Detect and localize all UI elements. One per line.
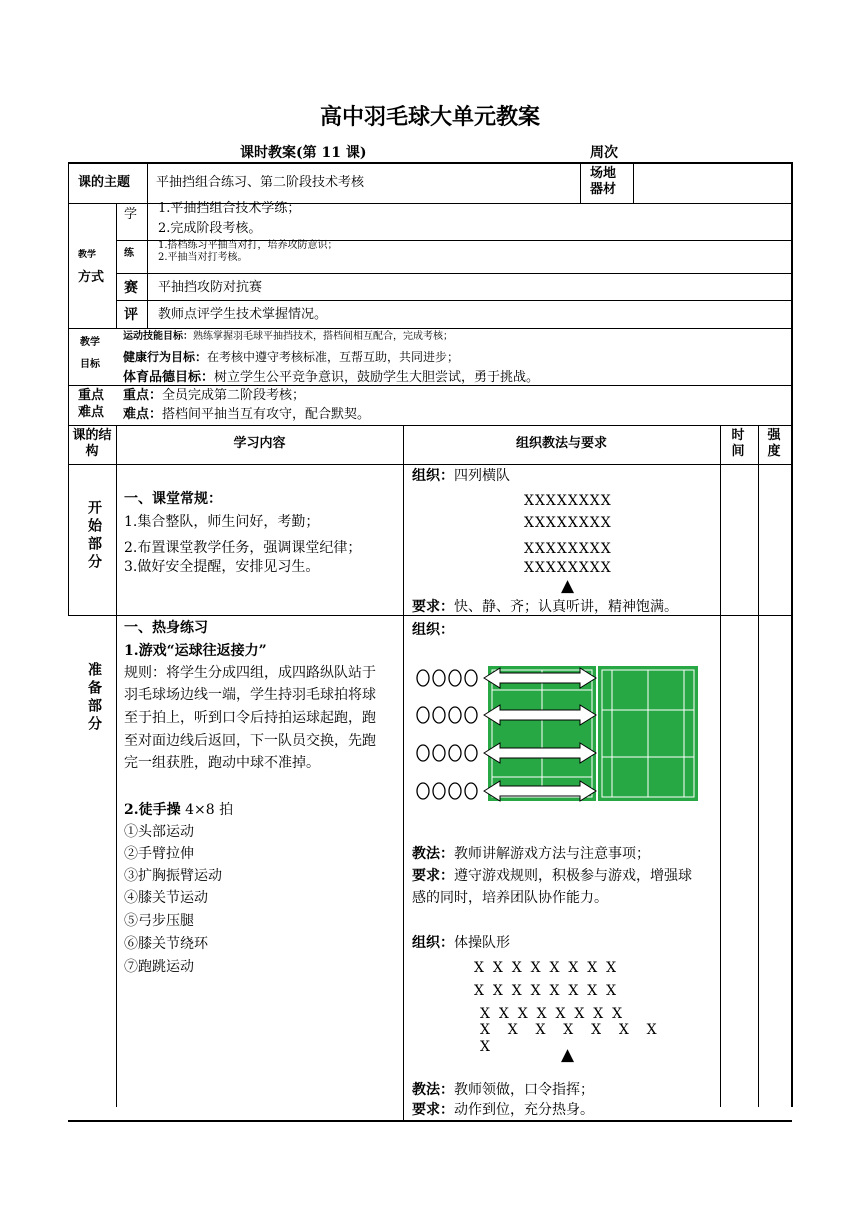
gym-row-5: X [480,1039,490,1055]
prep-section-label: 准备部分 [86,662,102,734]
game-rule-3: 至于拍上，听到口令后持拍运球起跑，跑 [124,710,376,726]
header-intensity: 强度 [767,428,781,459]
header-time: 时间 [731,428,745,459]
header-org: 组织教法与要求 [515,436,607,451]
game-title: 1.游戏“运球往返接力” [124,643,267,659]
start-org: 组织：四列横队 [412,468,510,484]
topic-value: 平抽挡组合练习、第二阶段技术考核 [156,175,365,190]
teacher-marker-icon: ▲ [561,576,575,596]
drill-6: ⑥膝关节绕环 [124,936,208,952]
prep-req-line2: 感的同时，培养团队协作能力。 [412,890,608,906]
start-item-3: 3.做好安全提醒，安排见习生。 [124,559,320,575]
game-rule-1: 规则：将学生分成四组，成四路纵队站于 [124,665,376,681]
method-ping-line: 教师点评学生技术掌握情况。 [158,307,328,322]
drill-2: ②手臂拉伸 [124,846,194,862]
header-content: 学习内容 [233,436,286,451]
method-key-lian: 练 [124,248,134,259]
method-sai-line: 平抽挡攻防对抗赛 [158,280,263,295]
start-heading: 一、课堂常规： [124,491,222,507]
topic-label: 课的主题 [78,175,131,190]
group-circles [417,670,477,799]
method-label-bottom: 方式 [78,270,105,285]
gym-row-2: X X X X X X X X [474,983,617,999]
relay-diagram [412,660,702,805]
method-xue-line1: 1.平抽挡组合技术学练； [158,201,301,216]
prep-org2: 组织：体操队形 [412,935,510,951]
prep-req-line1: 要求：遵守游戏规则，积极参与游戏，增强球 [412,868,692,884]
formation-row-1: XXXXXXXX [524,493,612,509]
drill-1: ①头部运动 [124,824,194,840]
method-lian-line1: 1.搭档练习平抽当对打，培养攻防意识； [158,240,338,251]
formation-row-3: XXXXXXXX [524,541,612,557]
keypoints-label-bottom: 难点 [78,405,105,420]
start-item-1: 1.集合整队，师生问好，考勤； [124,514,320,530]
gym-row-1: X X X X X X X X [474,960,617,976]
game-rule-5: 完一组获胜，跑动中球不准掉。 [124,755,320,771]
prep-org-key: 组织： [412,622,454,638]
goal-skill: 运动技能目标：熟练掌握羽毛球平抽挡技术，搭档间相互配合，完成考核； [123,331,453,342]
drill-5: ⑤弓步压腿 [124,913,194,929]
start-item-2: 2.布置课堂教学任务，强调课堂纪律； [124,540,362,556]
formation-row-2: XXXXXXXX [524,515,612,531]
prep-heading: 一、热身练习 [124,620,208,636]
drill-7: ⑦跑跳运动 [124,959,194,975]
formation-row-4: XXXXXXXX [524,560,612,576]
method-key-sai: 赛 [124,280,138,296]
drill-3: ③扩胸振臂运动 [124,868,222,884]
start-section-label: 开始部分 [86,500,102,572]
prep-req2: 要求：动作到位，充分热身。 [412,1102,594,1118]
game-rule-4: 至对面边线后返回，下一队员交换，先跑 [124,733,376,749]
gym-row-4: X X X X X X X [480,1022,657,1038]
method-xue-line2: 2.完成阶段考核。 [158,221,262,236]
lesson-label: 课时教案(第 11 课) [240,145,367,161]
goals-label-top: 教学 [80,337,100,348]
page-title: 高中羽毛球大单元教案 [319,105,540,130]
prep-method: 教法：教师讲解游戏方法与注意事项； [412,846,650,862]
method-lian-line2: 2.平抽当对打考核。 [158,252,248,263]
drill-title: 2.徒手操 4×8 拍 [124,802,234,818]
goal-health: 健康行为目标：在考核中遵守考核标准，互帮互助，共同进步； [123,350,460,364]
teacher-marker-icon-2: ▲ [561,1045,575,1065]
method-key-ping: 评 [124,307,138,323]
keypoints-label-top: 重点 [78,388,105,403]
method-label-top: 教学 [78,250,97,260]
start-req: 要求：快、静、齐；认真听讲，精神饱满。 [412,599,678,615]
keypoint-focus: 重点：全员完成第二阶段考核； [123,388,306,403]
game-rule-2: 羽毛球场边线一端，学生持羽毛球拍将球 [124,687,376,703]
keypoint-difficulty: 难点：搭档间平抽当互有攻守，配合默契。 [123,407,371,422]
goal-character: 体育品德目标：树立学生公平竞争意识，鼓励学生大胆尝试，勇于挑战。 [123,370,540,385]
header-structure: 课的结构 [72,428,112,459]
goals-label-bottom: 目标 [80,359,100,370]
drill-4: ④膝关节运动 [124,890,208,906]
week-label: 周次 [590,145,618,161]
method-key-xue: 学 [124,207,138,222]
prep-method2: 教法：教师领做，口令指挥； [412,1082,594,1098]
venue-label: 场地器材 [590,166,617,197]
gym-row-3: X X X X X X X X [480,1006,623,1022]
